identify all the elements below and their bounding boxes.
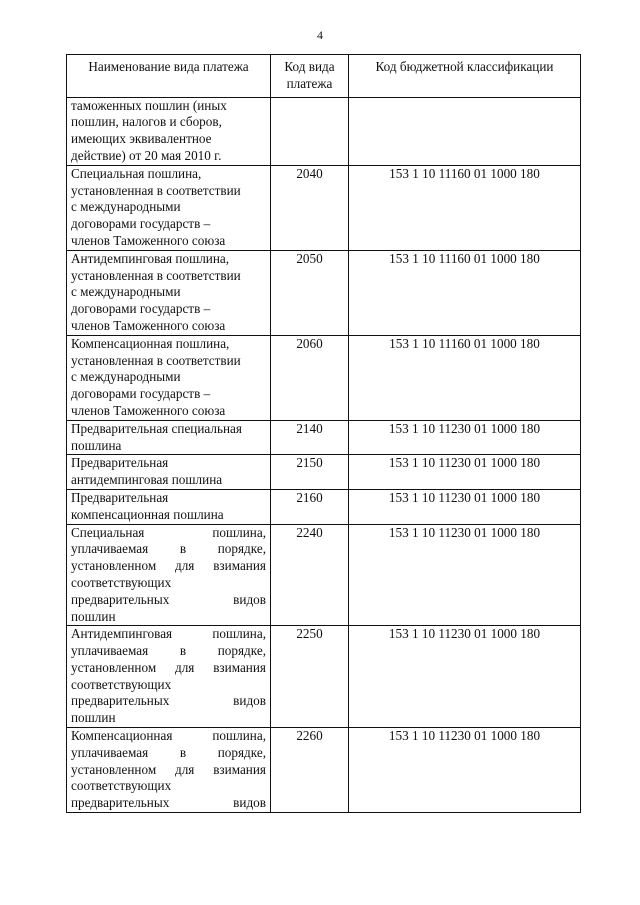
payment-name-line: соответствующих [71, 676, 172, 692]
payment-code-cell: 2050 [271, 250, 349, 335]
table-row [67, 455, 581, 490]
payment-name-line: Антидемпинговая пошлина, [71, 626, 266, 642]
header-code-line: платежа [286, 75, 333, 91]
payment-name-cell [67, 250, 271, 335]
table-row [67, 250, 581, 335]
payment-name-line: соответствующих [71, 778, 172, 794]
payment-code-cell: 2040 [271, 165, 349, 250]
payment-code-cell: 2060 [271, 335, 349, 420]
payment-name-line: пошлина [71, 437, 122, 453]
payment-name-line: установленная в соответствии [71, 352, 241, 368]
payment-name-cell [67, 626, 271, 728]
payment-name-line: членов Таможенного союза [71, 402, 226, 418]
table-row [67, 524, 581, 626]
budget-classification-code-cell [349, 97, 581, 165]
payment-name-cell [67, 489, 271, 524]
payment-name-line: с международными [71, 284, 181, 300]
payment-name-line: предварительных видов [71, 591, 266, 607]
payment-name-line: договорами государств – [71, 301, 211, 317]
payment-name-line: членов Таможенного союза [71, 232, 226, 248]
header-payment-code [271, 55, 349, 98]
payment-name-cell [67, 728, 271, 813]
payment-name-line: с международными [71, 369, 181, 385]
payment-name-line: действие) от 20 мая 2010 г. [71, 147, 222, 163]
payment-name-line: установленном для взимания [71, 659, 266, 675]
payment-name-cell [67, 97, 271, 165]
table-row [67, 335, 581, 420]
payment-name-line: Специальная пошлина, [71, 165, 202, 181]
payment-name-line: Компенсационная пошлина, [71, 728, 266, 744]
table-header-row [67, 55, 581, 98]
payment-name-line: антидемпинговая пошлина [71, 472, 223, 488]
payment-code-cell: 2240 [271, 524, 349, 626]
payment-name-line: установленном для взимания [71, 558, 266, 574]
table-row [67, 728, 581, 813]
payment-code-cell [271, 97, 349, 165]
budget-classification-code-cell: 153 1 10 11230 01 1000 180 [349, 626, 581, 728]
budget-classification-code-cell: 153 1 10 11160 01 1000 180 [349, 250, 581, 335]
payment-name-line: Антидемпинговая пошлина, [71, 250, 230, 266]
table-row [67, 420, 581, 455]
payment-code-cell: 2160 [271, 489, 349, 524]
payment-name-line: имеющих эквивалентное [71, 131, 212, 147]
payment-name-line: Предварительная [71, 489, 169, 505]
budget-classification-code-cell: 153 1 10 11230 01 1000 180 [349, 455, 581, 490]
table-row [67, 165, 581, 250]
payment-code-cell: 2150 [271, 455, 349, 490]
header-budget-classification-code: Код бюджетной классификации [349, 55, 581, 98]
payment-name-line: членов Таможенного союза [71, 317, 226, 333]
payment-codes-table [66, 54, 581, 813]
payment-name-cell [67, 455, 271, 490]
page-number: 4 [317, 28, 323, 42]
payment-name-line: Предварительная [71, 455, 169, 471]
payment-name-cell [67, 165, 271, 250]
table-row [67, 626, 581, 728]
budget-classification-code-cell: 153 1 10 11230 01 1000 180 [349, 489, 581, 524]
payment-name-line: уплачиваемая в порядке, [71, 643, 266, 659]
payment-name-cell [67, 524, 271, 626]
payment-name-line: с международными [71, 199, 181, 215]
budget-classification-code-cell: 153 1 10 11160 01 1000 180 [349, 335, 581, 420]
table-row [67, 97, 581, 165]
payment-name-line: пошлин, налогов и сборов, [71, 114, 222, 130]
table-row [67, 489, 581, 524]
budget-classification-code-cell: 153 1 10 11230 01 1000 180 [349, 524, 581, 626]
header-payment-name: Наименование вида платежа [67, 55, 271, 98]
payment-name-cell [67, 420, 271, 455]
payment-code-cell: 2260 [271, 728, 349, 813]
payment-name-line: установленная в соответствии [71, 182, 241, 198]
payment-name-line: Компенсационная пошлина, [71, 335, 230, 351]
payment-name-line: установленная в соответствии [71, 267, 241, 283]
payment-name-line: предварительных видов [71, 693, 266, 709]
payment-name-line: установленном для взимания [71, 761, 266, 777]
payment-name-line: договорами государств – [71, 216, 211, 232]
payment-code-cell: 2250 [271, 626, 349, 728]
payment-name-line: пошлин [71, 710, 116, 726]
budget-classification-code-cell: 153 1 10 11160 01 1000 180 [349, 165, 581, 250]
budget-classification-code-cell: 153 1 10 11230 01 1000 180 [349, 728, 581, 813]
payment-name-line: договорами государств – [71, 386, 211, 402]
table-body [67, 97, 581, 812]
payment-name-line: уплачиваемая в порядке, [71, 744, 266, 760]
header-code-line: Код вида [284, 59, 335, 74]
payment-name-line: таможенных пошлин (иных [71, 97, 227, 113]
payment-name-line: соответствующих [71, 574, 172, 590]
payment-name-line: предварительных видов [71, 795, 266, 811]
payment-name-cell [67, 335, 271, 420]
payment-name-line: уплачиваемая в порядке, [71, 541, 266, 557]
payment-code-cell: 2140 [271, 420, 349, 455]
payment-name-line: Предварительная специальная [71, 420, 242, 436]
budget-classification-code-cell: 153 1 10 11230 01 1000 180 [349, 420, 581, 455]
payment-name-line: Специальная пошлина, [71, 524, 266, 540]
payment-name-line: пошлин [71, 608, 116, 624]
payment-name-line: компенсационная пошлина [71, 506, 224, 522]
